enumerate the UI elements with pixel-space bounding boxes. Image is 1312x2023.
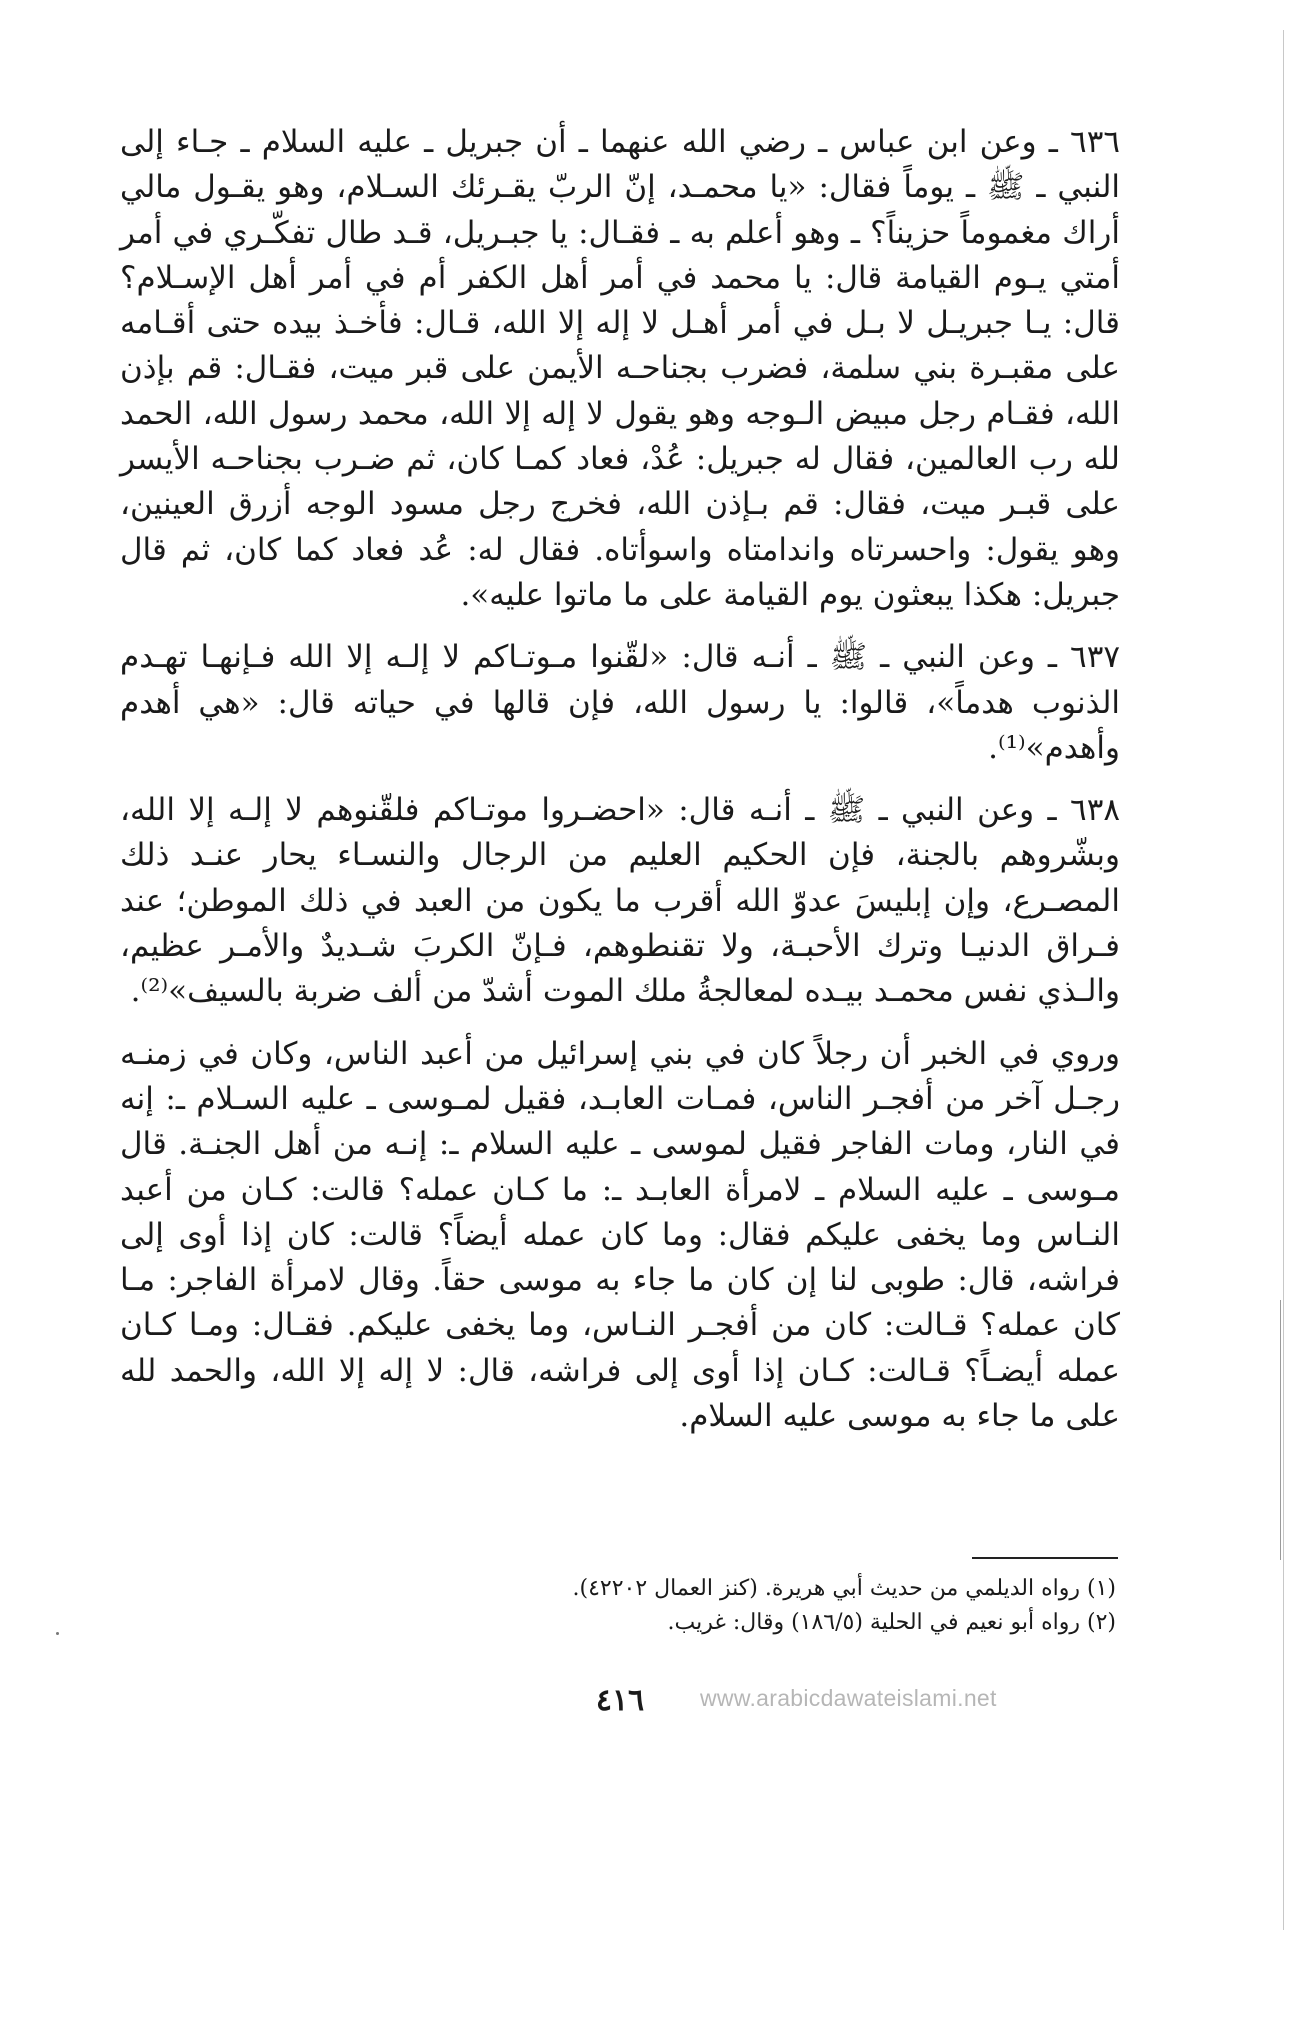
hadith-637-paragraph: ٦٣٧ ـ وعن النبي ـ ﷺ ـ أنـه قال: «لقّنوا مـوتـاكم لا إلـه إلا الله فـإنهـا تهـدم الذنوب هدماً»، قالوا: يا رسول الله، فإن قالها في حياته قال: «هي أهدم وأهدم»⁽¹⁾. [120,639,1120,766]
website-watermark: www.arabicdawateislami.net [700,1685,997,1711]
narration-paragraph: وروي في الخبر أن رجلاً كان في بني إسرائيل من أعبد الناس، وكان في زمنـه رجـل آخر من أفجـر الناس، فمـات العابـد، فقيل لمـوسى ـ عليه السـلام ـ: إنه في النار، ومات الفاجر فقيل لموسى ـ عليه السلام ـ: إنـه من أهل الجنـة. قال مـوسى ـ عليه السلام ـ لامرأة العابـد ـ: ما كـان عمله؟ قالت: كـان من أعبد النـاس وما يخفى عليكم فقال: وما كان عمله أيضاً؟ قالت: كان إذا أوى إلى فراشه، قال: طوبى لنا إن كان ما جاء به موسى حقاً. وقال لامرأة الفاجر: مـا كان عمله؟ قـالت: كان من أفجـر النـاس، وما يخفى عليكم. فقـال: ومـا كـان عمله أيضـاً؟ قـالت: كـان إذا أوى إلى فراشه، قال: لا إله إلا الله، والحمد لله على ما جاء به موسى عليه السلام. [120,1035,1120,1435]
main-text [120,120,1120,1456]
footnote-1: (١) رواه الديلمي من حديث أبي هريرة. (كنز العمال ٤٢٢٠٢). [572,1576,1116,1601]
page-edge-line [1283,30,1284,1930]
page-number: ٤١٦ [595,1683,645,1718]
scan-speck [56,1632,59,1635]
hadith-636-paragraph: ٦٣٦ ـ وعن ابن عباس ـ رضي الله عنهما ـ أن جبريل ـ عليه السلام ـ جـاء إلى النبي ـ ﷺ ـ يوماً فقال: «يا محمـد، إنّ الربّ يقـرئك السـلام، وهو يقـول مالي أراك مغموماً حزيناً؟ ـ وهو أعلم به ـ فقـال: يا جبـريل، قـد طال تفكّـري في أمر أمتي يـوم القيامة قال: يا محمد في أمر أهل الكفر أم في أمر أهل الإسـلام؟ قال: يـا جبريـل لا بـل في أمر أهـل لا إله إلا الله، قـال: فأخـذ بيده حتى أقـامه على مقبـرة بني سلمة، فضرب بجناحـه الأيمن على قبر ميت، فقـال: قم بإذن الله، فقـام رجل مبيض الـوجه وهو يقول لا إله إلا الله، محمد رسول الله، الحمد لله رب العالمين، فقال له جبريل: عُدْ، فعاد كمـا كان، ثم ضـرب بجناحـه الأيسر على قبـر ميت، فقال: قم بـإذن الله، فخرج رجل مسود الوجه أزرق العينين، وهو يقول: واحسرتاه واندامتاه واسوأتاه. فقال له: عُد فعاد كما كان، ثم قال جبريل: هكذا يبعثون يوم القيامة على ما ماتوا عليه». [120,124,1120,613]
footnotes [120,1572,1116,1640]
footnote-2: (٢) رواه أبو نعيم في الحلية (١٨٦/٥) وقال: غريب. [667,1610,1116,1635]
page-edge-mark [1280,1300,1281,1560]
hadith-638-paragraph: ٦٣٨ ـ وعن النبي ـ ﷺ ـ أنـه قال: «احضـروا موتـاكم فلقّنوهم لا إلـه إلا الله، وبشّروهم بالجنة، فإن الحكيم العليم من الرجال والنسـاء يحار عنـد ذلك المصـرع، وإن إبليسَ عدوّ الله أقرب ما يكون من العبد في ذلك الموطن؛ عند فـراق الدنيـا وترك الأحبـة، ولا تقنطوهم، فـإنّ الكربَ شـديدٌ والأمـر عظيم، والـذي نفس محمـد بيـده لمعالجةُ ملك الموت أشدّ من ألف ضربة بالسيف»⁽²⁾. [120,792,1120,1010]
footnote-separator [972,1557,1118,1559]
